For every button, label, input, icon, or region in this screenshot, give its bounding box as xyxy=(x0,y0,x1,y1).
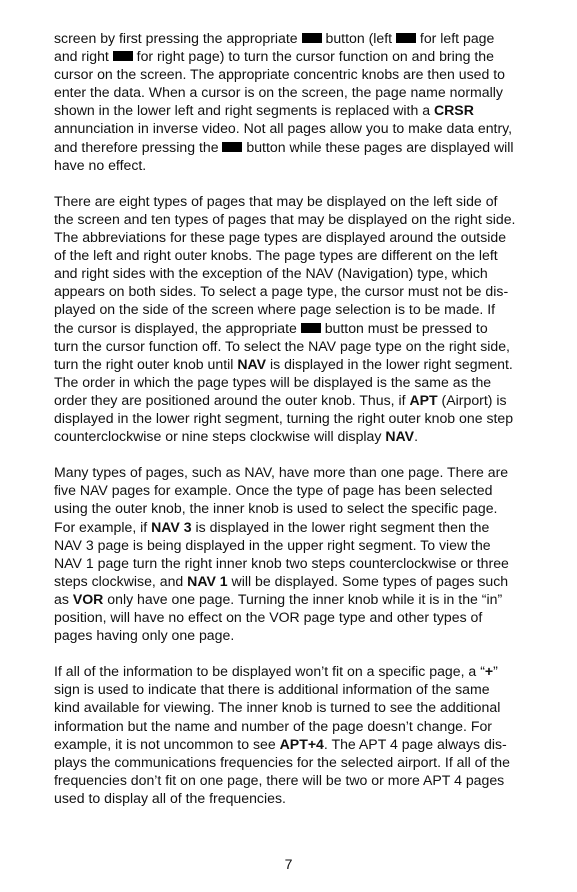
text-line: of the left and right outer knobs. The page types are different on the left xyxy=(54,247,498,264)
text-line: pages having only one page. xyxy=(54,627,235,644)
paragraph xyxy=(54,192,534,445)
text-line: steps clockwise, and NAV 1 will be displayed. Some types of pages such xyxy=(54,572,509,589)
text-line: screen by first pressing the appropriate button (left for left page xyxy=(54,30,495,46)
button-icon xyxy=(222,142,242,152)
text-line: the screen and ten types of pages that may be displayed on the right side. xyxy=(54,210,516,227)
text-line: counterclockwise or nine steps clockwise will display NAV. xyxy=(54,428,418,445)
text-line: annunciation in inverse video. Not all pages allow you to make data entry, xyxy=(54,120,513,137)
bold-term: NAV 1 xyxy=(187,572,228,589)
text-line: used to display all of the frequencies. xyxy=(54,789,286,806)
text-line: position, will have no effect on the VOR page type and other types of xyxy=(54,609,483,625)
text-line: Many types of pages, such as NAV, have more than one page. There are xyxy=(54,464,509,481)
text-line: frequencies don’t fit on one page, there will be two or more APT 4 pages xyxy=(54,771,505,788)
text-line: The abbreviations for these page types are displayed around the outside xyxy=(54,229,507,246)
text-line: appears on both sides. To select a page type, the cursor must not be dis- xyxy=(54,283,509,300)
bold-term: + xyxy=(484,663,494,680)
text-line: played on the side of the screen where page selection is to be made. If xyxy=(54,301,496,318)
text-line: using the outer knob, the inner knob is used to select the specific page. xyxy=(54,500,498,517)
button-icon xyxy=(396,33,416,43)
text-line: If all of the information to be displayed won’t fit on a specific page, a “+” xyxy=(54,663,498,680)
text-line: For example, if NAV 3 is displayed in the lower right segment then the xyxy=(54,518,490,535)
bold-term: CRSR xyxy=(433,102,474,119)
text-line: kind available for viewing. The inner knob is turned to see the additional xyxy=(54,699,501,716)
bold-term: NAV xyxy=(237,355,267,372)
text-line: The order in which the page types will be displayed is the same as the xyxy=(54,373,492,390)
text-line: sign is used to indicate that there is additional information of the same xyxy=(54,681,490,698)
document-body xyxy=(54,29,534,825)
bold-term: NAV 3 xyxy=(151,518,192,535)
paragraph xyxy=(54,463,534,644)
text-line: and right sides with the exception of the NAV (Navigation) type, which xyxy=(54,265,488,282)
bold-term: APT+4 xyxy=(279,735,324,752)
text-line: cursor on the screen. The appropriate concentric knobs are then used to xyxy=(54,66,506,83)
text-line: five NAV pages for example. Once the type of page has been selected xyxy=(54,482,493,499)
button-icon xyxy=(113,51,133,61)
button-icon xyxy=(301,323,321,333)
text-line: There are eight types of pages that may be displayed on the left side of xyxy=(54,192,498,209)
text-line: information but the name and number of the page doesn’t change. For xyxy=(54,717,492,734)
text-line: example, it is not uncommon to see APT+4. The APT 4 page always dis- xyxy=(54,735,507,752)
text-line: shown in the lower left and right segments is replaced with a CRSR xyxy=(54,102,474,119)
text-line: and therefore pressing the button while these pages are displayed will xyxy=(54,138,514,155)
text-line: order they are positioned around the outer knob. Thus, if APT (Airport) is xyxy=(54,391,507,408)
text-line: plays the communications frequencies for the selected airport. If all of the xyxy=(54,753,510,770)
text-line: the cursor is displayed, the appropriate button must be pressed to xyxy=(54,319,488,336)
text-line: NAV 1 page turn the right inner knob two steps counterclockwise or three xyxy=(54,554,509,571)
text-line: turn the right outer knob until NAV is displayed in the lower right segment. xyxy=(54,355,513,372)
button-icon xyxy=(302,33,322,43)
page-number: 7 xyxy=(284,856,293,872)
text-line: enter the data. When a cursor is on the screen, the page name normally xyxy=(54,84,503,101)
paragraph xyxy=(54,662,534,807)
text-line: displayed in the lower right segment, turning the right outer knob one step xyxy=(54,409,514,426)
text-line: have no effect. xyxy=(54,156,147,173)
bold-term: APT xyxy=(409,391,438,408)
bold-term: VOR xyxy=(72,590,104,607)
paragraph xyxy=(54,29,534,174)
text-line: turn the cursor function off. To select the NAV page type on the right side, xyxy=(54,337,510,354)
text-line: and right for right page) to turn the cursor function on and bring the xyxy=(54,48,494,65)
bold-term: NAV xyxy=(385,428,415,445)
text-line: NAV 3 page is being displayed in the upper right segment. To view the xyxy=(54,536,491,553)
text-line: as VOR only have one page. Turning the inner knob while it is in the “in” xyxy=(54,590,503,607)
